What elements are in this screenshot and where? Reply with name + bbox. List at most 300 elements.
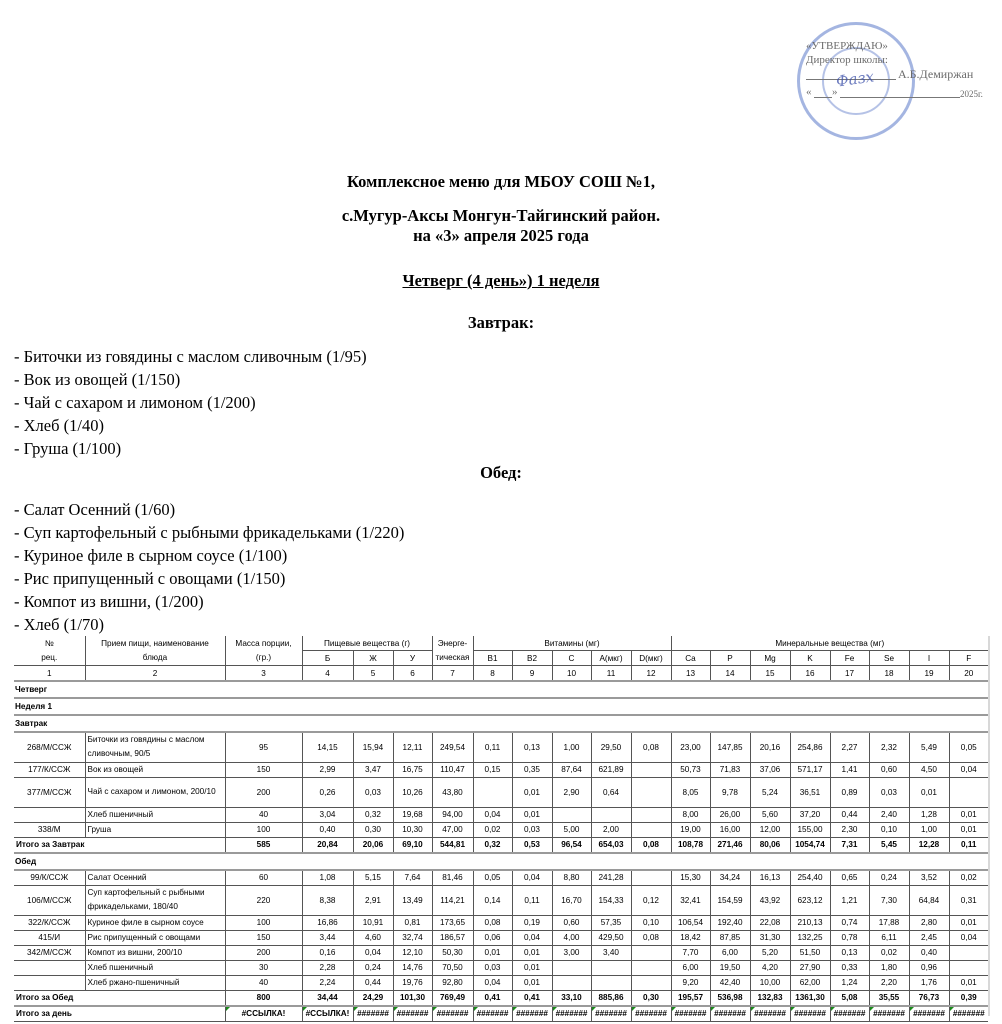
nutrient-value: 114,21 <box>432 885 473 915</box>
col-number: 15 <box>750 666 790 682</box>
nutrient-value: 186,57 <box>432 930 473 945</box>
col-number: 20 <box>949 666 988 682</box>
col-header-sub: У <box>393 651 432 666</box>
nutrient-value: 0,10 <box>869 822 909 837</box>
nutrient-value <box>552 975 591 990</box>
nutrient-value: 87,64 <box>552 762 591 777</box>
day-total-row-value: ####### <box>552 1006 591 1022</box>
nutrient-value: 0,16 <box>302 945 353 960</box>
day-total-row-value: ####### <box>790 1006 830 1022</box>
nutrient-value: 43,80 <box>432 777 473 807</box>
table-row <box>14 777 988 807</box>
nutrient-value: 19,68 <box>393 807 432 822</box>
dish-name: Суп картофельный с рыбными фрикадельками, 180/40 <box>85 885 225 915</box>
nutrient-value: 0,04 <box>512 870 552 886</box>
breakfast-total-row-value: 1054,74 <box>790 837 830 853</box>
breakfast-total-row-value: 20,06 <box>353 837 393 853</box>
nutrient-value: 32,41 <box>671 885 710 915</box>
table-row <box>14 915 988 930</box>
lunch-total-row-value: 1361,30 <box>790 990 830 1006</box>
nutrient-value: 20,16 <box>750 732 790 762</box>
nutrient-value: 2,40 <box>869 807 909 822</box>
nutrient-value: 621,89 <box>591 762 631 777</box>
nutrient-value: 0,04 <box>512 930 552 945</box>
col-header-nutrients: Пищевые вещества (г) <box>302 636 432 651</box>
nutrient-value: 8,05 <box>671 777 710 807</box>
day-total-row-value: ####### <box>710 1006 750 1022</box>
day-total-row-value: ####### <box>671 1006 710 1022</box>
nutrient-value: 7,30 <box>869 885 909 915</box>
nutrient-value: 3,52 <box>909 870 949 886</box>
nutrient-value: 2,45 <box>909 930 949 945</box>
nutrient-value: 0,04 <box>949 762 988 777</box>
nutrient-value: 62,00 <box>790 975 830 990</box>
nutrient-value: 0,01 <box>512 777 552 807</box>
nutrient-value: 50,73 <box>671 762 710 777</box>
recipe-number <box>14 960 85 975</box>
recipe-number: 322/К/ССЖ <box>14 915 85 930</box>
lunch-item: - Компот из вишни, (1/200) <box>14 592 204 611</box>
nutrient-value <box>473 777 512 807</box>
nutrient-value <box>552 807 591 822</box>
nutrient-value: 571,17 <box>790 762 830 777</box>
nutrient-value: 0,14 <box>473 885 512 915</box>
nutrient-value <box>552 960 591 975</box>
day-total-row-label: Итого за день <box>14 1006 225 1022</box>
nutrient-value: 0,03 <box>473 960 512 975</box>
lunch-total-row-value: 35,55 <box>869 990 909 1006</box>
nutrient-value <box>949 960 988 975</box>
breakfast-total-row-value: 654,03 <box>591 837 631 853</box>
nutrient-value <box>591 960 631 975</box>
breakfast-total-row-value: 108,78 <box>671 837 710 853</box>
director-signature: Фазх <box>834 67 876 91</box>
nutrient-value: 0,10 <box>631 915 671 930</box>
nutrient-value: 29,50 <box>591 732 631 762</box>
recipe-number: 268/М/ССЖ <box>14 732 85 762</box>
nutrient-value: 10,91 <box>353 915 393 930</box>
nutrient-value: 17,88 <box>869 915 909 930</box>
nutrient-value: 10,26 <box>393 777 432 807</box>
nutrient-value: 0,05 <box>473 870 512 886</box>
nutrient-value: 3,44 <box>302 930 353 945</box>
section-lunch-label: Обед <box>14 853 988 870</box>
nutrient-value: 0,24 <box>869 870 909 886</box>
breakfast-total-row-value: 0,53 <box>512 837 552 853</box>
date-close-quote: » <box>832 86 838 98</box>
nutrient-value <box>631 960 671 975</box>
nutrient-value <box>631 870 671 886</box>
col-number: 11 <box>591 666 631 682</box>
col-number: 10 <box>552 666 591 682</box>
nutrient-value: 0,08 <box>473 915 512 930</box>
nutrient-value: 37,20 <box>790 807 830 822</box>
nutrient-value: 0,05 <box>949 732 988 762</box>
col-number: 4 <box>302 666 353 682</box>
col-number: 14 <box>710 666 750 682</box>
breakfast-item: - Груша (1/100) <box>14 439 122 458</box>
nutrient-value: 4,00 <box>552 930 591 945</box>
nutrient-value: 0,04 <box>353 945 393 960</box>
recipe-number <box>14 975 85 990</box>
recipe-number: 106/М/ССЖ <box>14 885 85 915</box>
dish-name: Хлеб ржано-пшеничный <box>85 975 225 990</box>
nutrient-value: 0,11 <box>512 885 552 915</box>
col-number: 6 <box>393 666 432 682</box>
nutrient-value <box>949 777 988 807</box>
nutrient-value: 34,24 <box>710 870 750 886</box>
nutrient-value: 19,50 <box>710 960 750 975</box>
nutrient-value: 0,04 <box>949 930 988 945</box>
table-row <box>14 930 988 945</box>
breakfast-total-row-value: 585 <box>225 837 302 853</box>
nutrient-value: 22,08 <box>750 915 790 930</box>
nutrient-value: 0,31 <box>949 885 988 915</box>
nutrient-value: 0,11 <box>473 732 512 762</box>
nutrient-value: 57,35 <box>591 915 631 930</box>
nutrient-value: 623,12 <box>790 885 830 915</box>
breakfast-total-row-value: 5,45 <box>869 837 909 853</box>
breakfast-total-row-value: 7,31 <box>830 837 869 853</box>
nutrient-value: 0,01 <box>909 777 949 807</box>
nutrient-value: 150 <box>225 930 302 945</box>
nutrient-value: 2,24 <box>302 975 353 990</box>
nutrient-value: 0,96 <box>909 960 949 975</box>
nutrient-value: 81,46 <box>432 870 473 886</box>
breakfast-total-row-value: 0,08 <box>631 837 671 853</box>
date-line: на «3» апреля 2025 года <box>413 226 589 245</box>
lunch-total-row-value: 24,29 <box>353 990 393 1006</box>
day-line-text: Четверг (4 день») 1 неделя <box>402 271 600 290</box>
recipe-number: 177/К/ССЖ <box>14 762 85 777</box>
day-total-row-value: ####### <box>830 1006 869 1022</box>
recipe-number: 377/М/ССЖ <box>14 777 85 807</box>
nutrient-value: 60 <box>225 870 302 886</box>
nutrient-value: 14,15 <box>302 732 353 762</box>
section-lunch <box>14 853 988 870</box>
nutrient-value: 0,01 <box>949 915 988 930</box>
nutrient-value: 6,00 <box>710 945 750 960</box>
nutrient-value: 5,15 <box>353 870 393 886</box>
nutrient-value: 2,27 <box>830 732 869 762</box>
nutrient-value: 51,50 <box>790 945 830 960</box>
col-header-sub: P <box>710 651 750 666</box>
nutrient-value <box>591 975 631 990</box>
title-line-1: Комплексное меню для МБОУ СОШ №1, <box>347 172 655 191</box>
nutrient-value: 0,01 <box>949 975 988 990</box>
nutrient-value: 42,40 <box>710 975 750 990</box>
nutrient-value: 3,04 <box>302 807 353 822</box>
day-total-row-value: ####### <box>432 1006 473 1022</box>
nutrient-value: 0,19 <box>512 915 552 930</box>
dish-name: Куриное филе в сырном соусе <box>85 915 225 930</box>
table-header-row-2 <box>14 651 988 666</box>
col-header-energy-2: тическая <box>432 651 473 666</box>
nutrient-value: 3,00 <box>552 945 591 960</box>
nutrient-value: 5,20 <box>750 945 790 960</box>
col-header-dish-2: блюда <box>85 651 225 666</box>
nutrient-value: 5,60 <box>750 807 790 822</box>
nutrient-value <box>631 975 671 990</box>
nutrient-value: 12,00 <box>750 822 790 837</box>
col-header-sub: F <box>949 651 988 666</box>
nutrient-value: 1,28 <box>909 807 949 822</box>
date-year: 2025г. <box>960 89 983 99</box>
lunch-item: - Салат Осенний (1/60) <box>14 500 176 519</box>
dish-name: Чай с сахаром и лимоном, 200/10 <box>85 777 225 807</box>
nutrient-value: 43,92 <box>750 885 790 915</box>
nutrient-value: 16,70 <box>552 885 591 915</box>
nutrient-value: 36,51 <box>790 777 830 807</box>
nutrient-value: 7,70 <box>671 945 710 960</box>
nutrient-value: 40 <box>225 807 302 822</box>
nutrient-value: 31,30 <box>750 930 790 945</box>
recipe-number: 415/И <box>14 930 85 945</box>
dish-name: Компот из вишни, 200/10 <box>85 945 225 960</box>
lunch-total-row-value: 5,08 <box>830 990 869 1006</box>
nutrient-value: 254,40 <box>790 870 830 886</box>
nutrient-value: 0,01 <box>512 960 552 975</box>
nutrient-value: 70,50 <box>432 960 473 975</box>
day-total-row-value: #ССЫЛКА! <box>302 1006 353 1022</box>
nutrient-value: 106,54 <box>671 915 710 930</box>
nutrient-value: 0,01 <box>512 975 552 990</box>
nutrient-value: 16,86 <box>302 915 353 930</box>
section-breakfast <box>14 715 988 732</box>
nutrient-value: 100 <box>225 822 302 837</box>
table-header-row-1 <box>14 636 988 651</box>
nutrient-value: 1,08 <box>302 870 353 886</box>
nutrient-value: 12,10 <box>393 945 432 960</box>
nutrient-value: 254,86 <box>790 732 830 762</box>
nutrient-value: 2,00 <box>591 822 631 837</box>
nutrient-value: 18,42 <box>671 930 710 945</box>
breakfast-total-row-value: 544,81 <box>432 837 473 853</box>
col-number: 8 <box>473 666 512 682</box>
lunch-total-row-label: Итого за Обед <box>14 990 225 1006</box>
lunch-item: - Куриное филе в сырном соусе (1/100) <box>14 546 288 565</box>
table-header-numbers <box>14 666 988 682</box>
col-header-sub: D(мкг) <box>631 651 671 666</box>
director-label: Директор школы: <box>806 54 888 66</box>
nutrient-value: 10,00 <box>750 975 790 990</box>
nutrient-value: 0,03 <box>353 777 393 807</box>
lunch-total-row-value: 769,49 <box>432 990 473 1006</box>
day-total-row <box>14 1006 988 1022</box>
nutrient-value: 2,91 <box>353 885 393 915</box>
nutrient-value: 0,78 <box>830 930 869 945</box>
nutrient-value: 26,00 <box>710 807 750 822</box>
lunch-total-row-value: 885,86 <box>591 990 631 1006</box>
nutrient-value: 95 <box>225 732 302 762</box>
col-number: 2 <box>85 666 225 682</box>
nutrient-value: 19,00 <box>671 822 710 837</box>
nutrient-value: 0,04 <box>473 807 512 822</box>
nutrient-value: 5,24 <box>750 777 790 807</box>
nutrient-value: 0,60 <box>552 915 591 930</box>
nutrient-value: 0,26 <box>302 777 353 807</box>
breakfast-total-row-label: Итого за Завтрак <box>14 837 225 853</box>
nutrient-value: 27,90 <box>790 960 830 975</box>
col-number: 16 <box>790 666 830 682</box>
col-number: 9 <box>512 666 552 682</box>
nutrient-value: 0,40 <box>302 822 353 837</box>
nutrient-value: 0,32 <box>353 807 393 822</box>
dish-name: Вок из овощей <box>85 762 225 777</box>
lunch-total-row-value: 800 <box>225 990 302 1006</box>
nutrient-value <box>631 822 671 837</box>
recipe-number: 342/М/ССЖ <box>14 945 85 960</box>
nutrient-value: 87,85 <box>710 930 750 945</box>
section-week-label: Неделя 1 <box>14 698 988 715</box>
nutrient-value: 154,59 <box>710 885 750 915</box>
nutrient-value: 0,01 <box>473 945 512 960</box>
table-row <box>14 945 988 960</box>
table-row <box>14 762 988 777</box>
nutrient-value: 30 <box>225 960 302 975</box>
nutrient-value: 150 <box>225 762 302 777</box>
nutrient-value: 92,80 <box>432 975 473 990</box>
nutrient-value: 0,03 <box>512 822 552 837</box>
nutrient-value: 4,60 <box>353 930 393 945</box>
nutrient-value <box>631 945 671 960</box>
breakfast-item: - Чай с сахаром и лимоном (1/200) <box>14 393 256 412</box>
col-header-sub: Б <box>302 651 353 666</box>
day-total-row-value: ####### <box>909 1006 949 1022</box>
col-number: 13 <box>671 666 710 682</box>
col-header-mass-2: (гр.) <box>225 651 302 666</box>
nutrient-value <box>631 807 671 822</box>
nutrient-value: 4,50 <box>909 762 949 777</box>
col-header-sub: Ж <box>353 651 393 666</box>
nutrient-value: 0,03 <box>869 777 909 807</box>
date-day-line <box>814 97 832 98</box>
nutrient-value: 155,00 <box>790 822 830 837</box>
dish-name: Биточки из говядины с маслом сливочным, 90/5 <box>85 732 225 762</box>
col-header-vitamins: Витамины (мг) <box>473 636 671 651</box>
nutrient-value: 132,25 <box>790 930 830 945</box>
col-header-no: № <box>14 636 85 651</box>
col-header-sub: Ca <box>671 651 710 666</box>
nutrient-value: 1,76 <box>909 975 949 990</box>
col-header-no-2: рец. <box>14 651 85 666</box>
lunch-total-row-value: 0,39 <box>949 990 988 1006</box>
col-header-mass: Масса порции, <box>225 636 302 651</box>
dish-name: Салат Осенний <box>85 870 225 886</box>
table-row <box>14 975 988 990</box>
breakfast-total-row-value: 12,28 <box>909 837 949 853</box>
lunch-total-row-value: 132,83 <box>750 990 790 1006</box>
nutrient-value: 173,65 <box>432 915 473 930</box>
nutrient-value: 241,28 <box>591 870 631 886</box>
breakfast-total-row-value: 80,06 <box>750 837 790 853</box>
col-number: 1 <box>14 666 85 682</box>
section-day <box>14 681 988 698</box>
nutrient-value: 5,49 <box>909 732 949 762</box>
lunch-total-row-value: 536,98 <box>710 990 750 1006</box>
breakfast-heading: Завтрак: <box>467 313 535 332</box>
breakfast-item: - Биточки из говядины с маслом сливочным (1/95) <box>14 347 367 366</box>
nutrient-value: 0,40 <box>909 945 949 960</box>
section-day-label: Четверг <box>14 681 988 698</box>
nutrient-value: 2,20 <box>869 975 909 990</box>
lunch-total-row-value: 33,10 <box>552 990 591 1006</box>
lunch-total-row-value: 0,41 <box>512 990 552 1006</box>
col-header-sub: Mg <box>750 651 790 666</box>
nutrient-value: 6,11 <box>869 930 909 945</box>
nutrient-value: 13,49 <box>393 885 432 915</box>
lunch-total-row-value: 101,30 <box>393 990 432 1006</box>
nutrient-value: 0,13 <box>512 732 552 762</box>
col-number: 5 <box>353 666 393 682</box>
nutrient-value: 1,00 <box>552 732 591 762</box>
nutrient-value: 0,44 <box>830 807 869 822</box>
nutrient-value: 32,74 <box>393 930 432 945</box>
nutrient-value: 71,83 <box>710 762 750 777</box>
nutrient-value: 192,40 <box>710 915 750 930</box>
nutrient-value: 40 <box>225 975 302 990</box>
nutrient-value: 0,12 <box>631 885 671 915</box>
nutrient-value: 0,33 <box>830 960 869 975</box>
nutrient-value: 0,74 <box>830 915 869 930</box>
table-row <box>14 807 988 822</box>
nutrient-value <box>631 762 671 777</box>
nutrient-value: 147,85 <box>710 732 750 762</box>
nutrient-value: 0,60 <box>869 762 909 777</box>
col-header-dish: Прием пищи, наименование <box>85 636 225 651</box>
nutrient-value: 2,30 <box>830 822 869 837</box>
lunch-item: - Суп картофельный с рыбными фрикадельками (1/220) <box>14 523 405 542</box>
nutrient-value: 14,76 <box>393 960 432 975</box>
day-total-row-value: #ССЫЛКА! <box>225 1006 302 1022</box>
table-row <box>14 870 988 886</box>
nutrient-value: 1,00 <box>909 822 949 837</box>
nutrient-value: 5,00 <box>552 822 591 837</box>
breakfast-total-row-value: 0,11 <box>949 837 988 853</box>
col-header-sub: A(мкг) <box>591 651 631 666</box>
nutrient-value: 9,78 <box>710 777 750 807</box>
day-line <box>0 271 1002 290</box>
day-total-row-value: ####### <box>353 1006 393 1022</box>
col-header-sub: C <box>552 651 591 666</box>
nutrient-value: 3,40 <box>591 945 631 960</box>
nutrient-value: 16,75 <box>393 762 432 777</box>
nutrient-value: 0,24 <box>353 960 393 975</box>
col-header-sub: Se <box>869 651 909 666</box>
nutrient-value: 0,08 <box>631 930 671 945</box>
lunch-total-row-value: 0,30 <box>631 990 671 1006</box>
nutrient-value: 94,00 <box>432 807 473 822</box>
breakfast-total-row-value: 69,10 <box>393 837 432 853</box>
col-header-sub: B2 <box>512 651 552 666</box>
nutrient-value: 8,00 <box>671 807 710 822</box>
day-total-row-value: ####### <box>591 1006 631 1022</box>
day-total-row-value: ####### <box>393 1006 432 1022</box>
lunch-heading: Обед: <box>480 463 522 482</box>
nutrient-value: 0,44 <box>353 975 393 990</box>
day-total-row-value: ####### <box>949 1006 988 1022</box>
nutrient-value <box>631 777 671 807</box>
col-number: 18 <box>869 666 909 682</box>
breakfast-total-row <box>14 837 988 853</box>
nutrient-value: 9,20 <box>671 975 710 990</box>
nutrient-value: 7,64 <box>393 870 432 886</box>
dish-name: Груша <box>85 822 225 837</box>
nutrient-value: 47,00 <box>432 822 473 837</box>
nutrient-value: 0,35 <box>512 762 552 777</box>
nutrient-value: 2,90 <box>552 777 591 807</box>
breakfast-total-row-value: 96,54 <box>552 837 591 853</box>
